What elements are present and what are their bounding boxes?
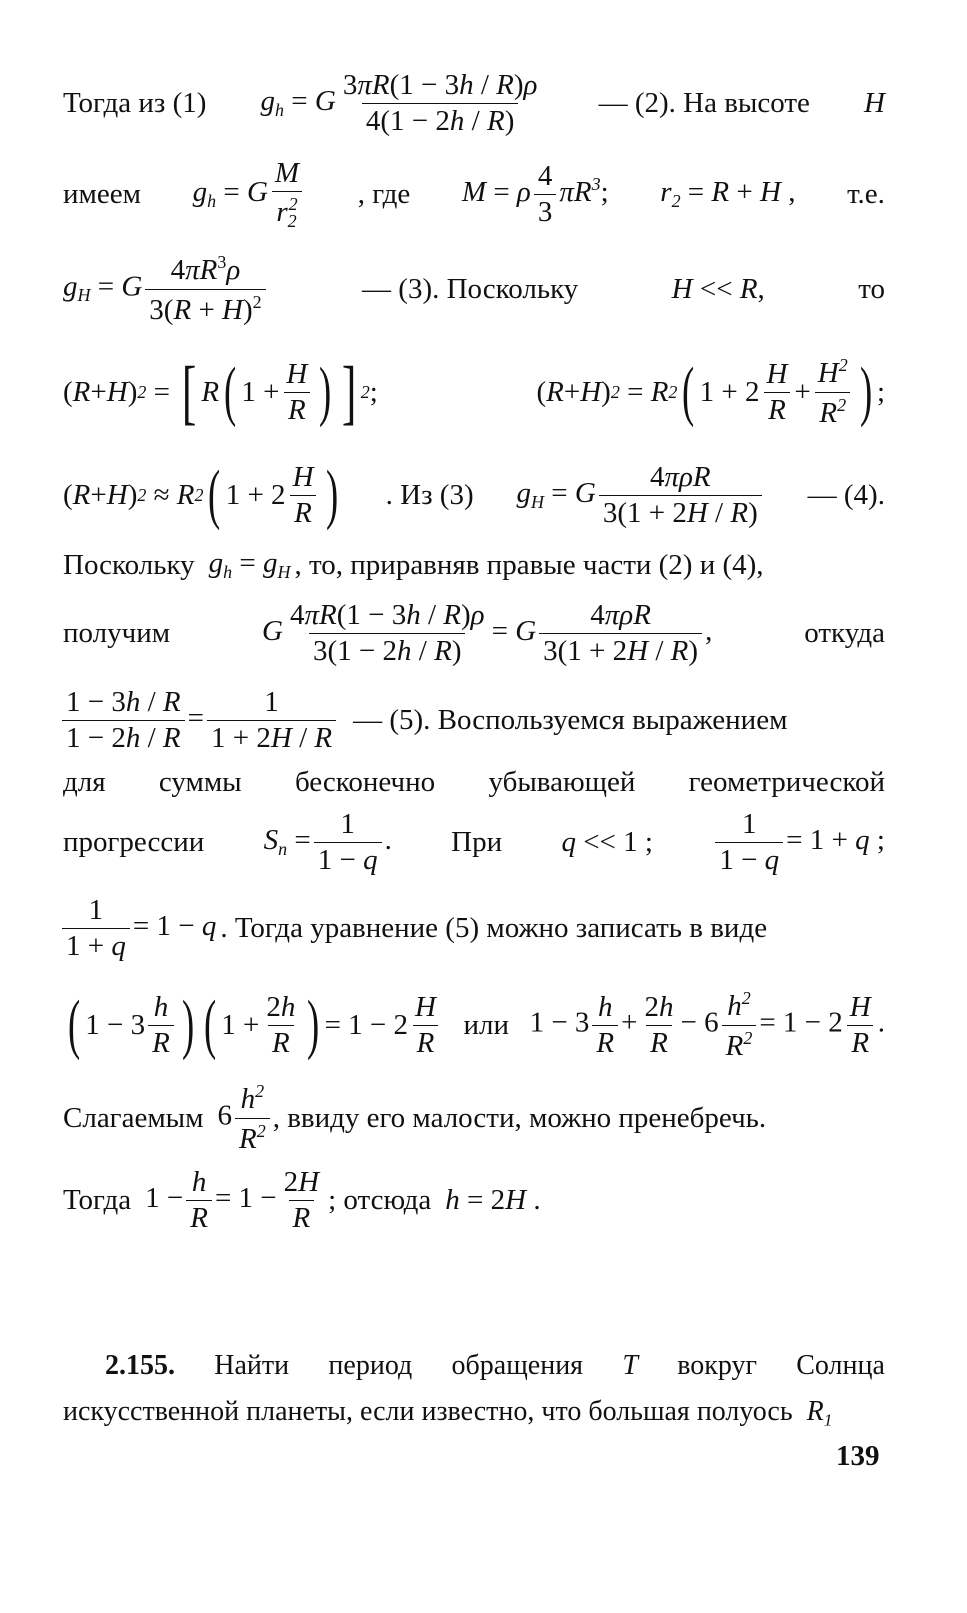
formula-gh-M-r2: $g_h = G$ $\frac{M}{r_2^2}$ xyxy=(193,159,306,230)
text-otsyuda: ; отсюда xyxy=(328,1183,432,1216)
symbol-T: T xyxy=(622,1350,638,1381)
text-word: обращения xyxy=(451,1350,584,1381)
formula-H-ll-R: H << R, xyxy=(671,272,765,305)
formula-r2: $r_2 = R + H$ , xyxy=(660,176,796,211)
formula-q-ll-1: q << 1 ; xyxy=(561,825,653,858)
text-line-3 xyxy=(63,244,885,334)
text-otkuda: откуда xyxy=(804,616,885,649)
text-poskolku: Поскольку xyxy=(63,548,195,581)
text-ili: или xyxy=(463,1008,510,1041)
text-progressii: прогрессии xyxy=(63,825,205,858)
formula-geometric-sum: $S_n$ = $\frac{1}{1 - q}$ . xyxy=(263,807,392,876)
text-slagaemym: Слагаемым xyxy=(63,1101,204,1134)
text-word: геометрической xyxy=(688,765,885,798)
symbol-R1: $R_1$ xyxy=(799,1396,833,1430)
formula-square-expand: ( R + H ) 2 = [ R ( 1 + $\frac{H}{R}$ ) ] 2 ; xyxy=(63,351,378,432)
text-problem-continuation: искусственной планеты, если известно, что большая полуось xyxy=(63,1396,793,1427)
formula-product: ( 1 − 3 $\frac{h}{R}$ ) ( 1 + $\frac{2h}{R}$ ) = 1 − 2 $\frac{H}{R}$ xyxy=(63,993,443,1058)
text-word: убывающей xyxy=(488,765,636,798)
text-line-10 xyxy=(63,800,885,884)
formula-result: h = 2H . xyxy=(445,1183,541,1216)
formula-approx: ( R + H ) 2 ≈ R 2 ( 1 + 2 $\frac{H}{R}$ ) xyxy=(63,458,338,532)
text-togda: Тогда xyxy=(63,1183,132,1216)
text-word: бесконечно xyxy=(294,765,436,798)
formula-square-series: ( R + H ) 2 = R 2 ( 1 + 2 $\frac{H}{R}$ + $\frac{H^2}{R^2}$ ) ; xyxy=(536,355,885,429)
formula-equate: G $\frac{4\pi R(1 - 3h / R)\rho}{3(1 - 2h / R)}$ = G $\frac{\text{4πρR}}{3(1 + 2H / R)}$ , xyxy=(261,598,713,667)
formula-M: M = ρ $\frac{4}{3}$ $\pi R^3$; xyxy=(461,159,609,228)
text-equate: , то, приравняв правые части (2) и (4), xyxy=(294,548,764,581)
formula-approx-2: $\frac{1}{1 + q}$ = 1 − q xyxy=(59,896,216,961)
formula-gh-eq-gH: $g_h = g_H$ xyxy=(208,547,291,582)
text-tax-iz-1: Тогда из (1) xyxy=(63,86,207,119)
formula-small-term: 6 $\frac{h^2}{R^2}$ xyxy=(218,1082,273,1153)
text-imeem: имеем xyxy=(63,177,141,210)
text-gde: , где xyxy=(357,177,411,210)
text-eq5-label: — (5). Воспользуемся выражением xyxy=(353,703,788,736)
formula-4: $g_H = G$ $\frac{\text{4πρR}}{3(1 + 2H / R)}$ xyxy=(517,463,765,528)
formula-approx-1: $\frac{1}{1 - q}$ = 1 + q ; xyxy=(712,810,885,875)
text-eq2-label: — (2). На высоте xyxy=(598,86,810,119)
text-line-13 xyxy=(63,1076,885,1160)
text-neglect: , ввиду его малости, можно пренебречь. xyxy=(272,1101,767,1134)
formula-expanded: 1 − 3 $\frac{h}{R}$ + $\frac{2h}{R}$ − 6 $\frac{h^2}{R^2}$ = 1 − 2 $\frac{H}{R}$ . xyxy=(529,988,885,1062)
text-line-2 xyxy=(63,152,885,236)
page-number: 139 xyxy=(836,1440,880,1472)
text-eq4-label: — (4). xyxy=(807,478,885,511)
formula-2: $g_h = G$ $\frac{3\pi R(1 - 3h / R)\rho}{4(1 - 2h / R)}$ xyxy=(260,68,538,137)
text-line-6 xyxy=(63,545,885,585)
text-line-9 xyxy=(63,762,885,802)
text-line-14 xyxy=(63,1160,885,1240)
text-word: вокруг xyxy=(677,1350,757,1381)
problem-line-2 xyxy=(63,1396,885,1431)
text-line-7 xyxy=(63,588,885,678)
text-word: для xyxy=(63,765,106,798)
text-word: Найти xyxy=(214,1350,290,1381)
text-iz-3: . Из (3) xyxy=(385,478,474,511)
formula-final: 1 − $\frac{h}{R}$ = 1 − $\frac{2H}{R}$ xyxy=(145,1165,320,1234)
text-line-8 xyxy=(63,680,885,760)
text-pri: При xyxy=(451,825,503,858)
symbol-H: H xyxy=(864,86,885,119)
text-te: т.е. xyxy=(847,177,885,210)
text-line-5 xyxy=(63,450,885,540)
problem-statement xyxy=(63,1350,885,1431)
text-poluchim: получим xyxy=(63,616,171,649)
text-line-11 xyxy=(63,888,885,968)
text-eq3-label: — (3). Поскольку xyxy=(362,272,579,305)
formula-3: $g_H = G$ $\frac{4\pi R^3\rho}{3(R + H)^2}$ xyxy=(63,253,269,324)
text-word: суммы xyxy=(158,765,242,798)
problem-line-1 xyxy=(63,1350,885,1382)
text-word: период xyxy=(328,1350,413,1381)
text-word: Солнца xyxy=(796,1350,885,1381)
text-line-12 xyxy=(63,980,885,1070)
text-line-1 xyxy=(63,58,885,148)
formula-5: $\frac{1 - 3h / R}{1 - 2h / R}$ = $\frac{1}{1 + 2H / R}$ xyxy=(59,688,339,753)
text-then-eq5: . Тогда уравнение (5) можно записать в виде xyxy=(220,911,768,944)
problem-number: 2.155. xyxy=(105,1350,175,1381)
text-line-4 xyxy=(63,342,885,442)
text-to: то xyxy=(858,272,885,305)
